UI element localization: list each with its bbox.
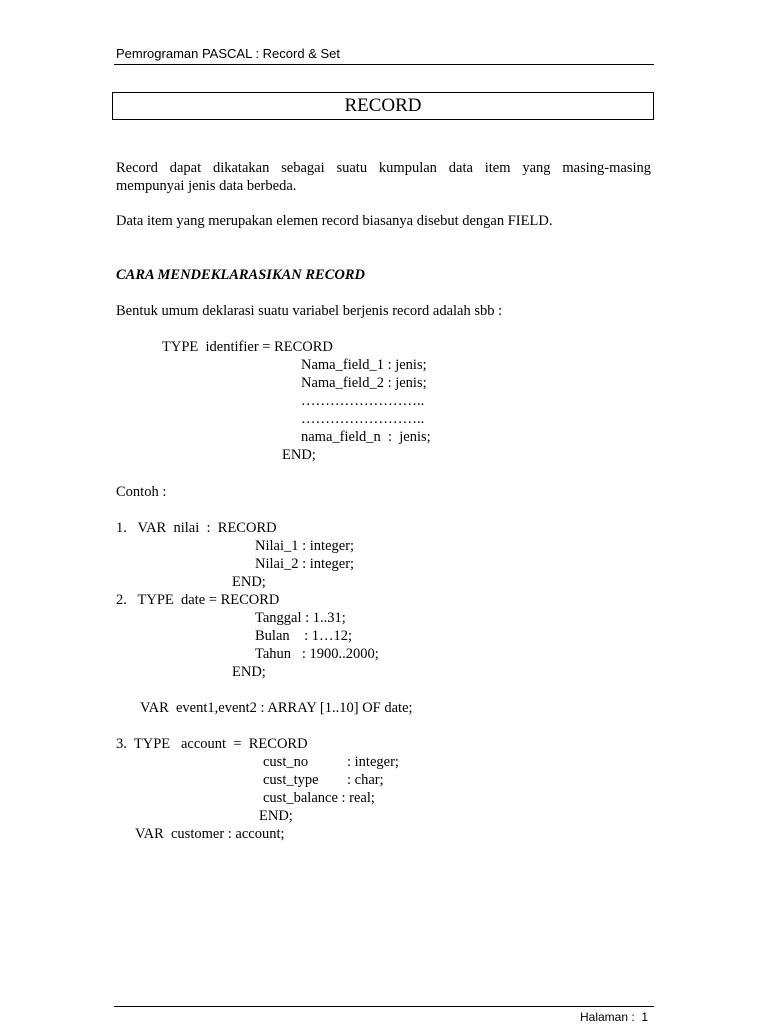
example-2-line: 2. TYPE date = RECORD (116, 592, 280, 608)
example-2-field-2: Bulan : 1…12; (255, 628, 353, 644)
intro-paragraph-line-1: Record dapat dikatakan sebagai suatu kumpulan data item yang masing-masing (116, 160, 651, 176)
intro-paragraph-2: Data item yang merupakan elemen record biasanya disebut dengan FIELD. (116, 213, 553, 229)
section-lead: Bentuk umum deklarasi suatu variabel berjenis record adalah sbb : (116, 303, 503, 319)
syntax-end: END; (282, 447, 316, 463)
syntax-field-2: Nama_field_2 : jenis; (301, 375, 427, 391)
example-1-line: 1. VAR nilai : RECORD (116, 520, 277, 536)
example-3-end: END; (259, 808, 293, 824)
page-number: Halaman : 1 (580, 1010, 649, 1024)
syntax-field-1: Nama_field_1 : jenis; (301, 357, 427, 373)
header-rule (114, 64, 654, 65)
running-header: Pemrograman PASCAL : Record & Set (116, 46, 340, 61)
example-1-field-1: Nilai_1 : integer; (255, 538, 355, 554)
syntax-field-n: nama_field_n : jenis; (301, 429, 431, 445)
example-3-field-2-name: cust_type (263, 772, 319, 788)
example-1-field-2: Nilai_2 : integer; (255, 556, 355, 572)
example-label: Contoh : (116, 484, 167, 500)
example-3-line: 3. TYPE account = RECORD (116, 736, 308, 752)
example-2-end: END; (232, 664, 266, 680)
example-3-field-1-type: : integer; (347, 754, 399, 770)
example-2-field-1: Tanggal : 1..31; (255, 610, 346, 626)
example-1-end: END; (232, 574, 266, 590)
syntax-ellipsis-1: …………………….. (301, 393, 425, 409)
syntax-type-line: TYPE identifier = RECORD (162, 339, 333, 355)
syntax-ellipsis-2: …………………….. (301, 411, 425, 427)
intro-paragraph-line-2: mempunyai jenis data berbeda. (116, 178, 297, 194)
example-2-var: VAR event1,event2 : ARRAY [1..10] OF date; (140, 700, 413, 716)
example-3-field-3: cust_balance : real; (263, 790, 375, 806)
section-heading: CARA MENDEKLARASIKAN RECORD (116, 267, 366, 283)
example-2-field-3: Tahun : 1900..2000; (255, 646, 379, 662)
document-title: RECORD (112, 92, 654, 120)
example-3-field-2-type: : char; (347, 772, 384, 788)
footer-rule (114, 1006, 654, 1007)
example-3-field-1-name: cust_no (263, 754, 309, 770)
example-3-var: VAR customer : account; (135, 826, 285, 842)
